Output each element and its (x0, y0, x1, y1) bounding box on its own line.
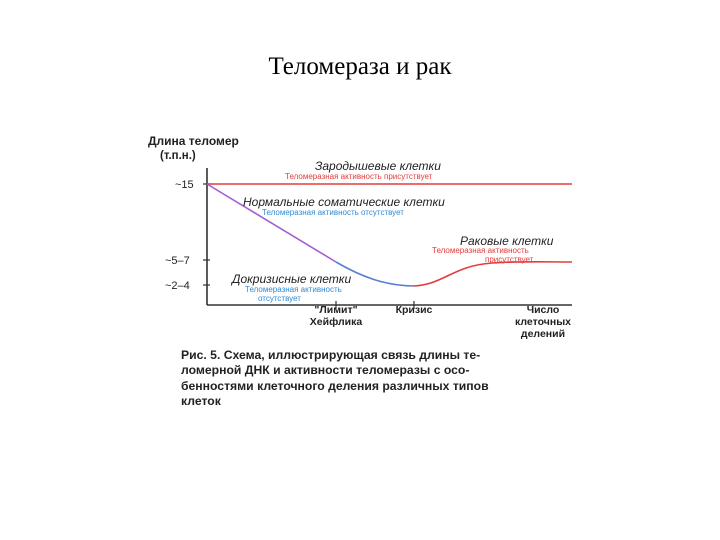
caption-line: бенностями клеточного деления различных типов (181, 378, 489, 393)
caption-line: клеток (181, 393, 221, 408)
slide-title: Теломераза и рак (268, 53, 452, 80)
precrisis-note: отсутствует (258, 294, 301, 303)
x-tick-label-crisis: Кризис (395, 304, 433, 316)
somatic-label: Нормальные соматические клетки (243, 195, 445, 209)
germ-label: Зародышевые клетки (315, 159, 441, 173)
y-axis-label-line1: Длина теломер (148, 134, 239, 148)
x-axis-label: делений (520, 328, 566, 340)
x-axis-label: клеточных (514, 316, 572, 328)
figure-caption (181, 348, 601, 409)
cancer-note: присутствует (485, 255, 534, 264)
somatic-note: Теломеразная активность отсутствует (262, 208, 404, 217)
precrisis-note: Теломеразная активность (245, 285, 342, 294)
x-tick-label-limit: Хейфлика (309, 316, 363, 328)
y-tick-label: ~2–4 (165, 280, 190, 292)
y-axis-label-line2: (т.п.н.) (160, 150, 196, 162)
caption-line: ломерной ДНК и активности теломеразы с осо- (181, 363, 470, 378)
cancer-line (414, 262, 572, 286)
x-axis-label: Число (526, 304, 560, 316)
precrisis-label: Докризисные клетки (232, 272, 352, 286)
cancer-label: Раковые клетки (460, 234, 554, 248)
caption-line: Рис. 5. Схема, иллюстрирующая связь длины те- (181, 348, 481, 362)
x-tick-label-limit: "Лимит" (314, 304, 358, 316)
germ-note: Теломеразная активность присутствует (285, 172, 433, 181)
cancer-note: Теломеразная активность (432, 246, 529, 255)
y-tick-label: ~5–7 (165, 255, 190, 267)
y-tick-label: ~15 (175, 179, 194, 191)
